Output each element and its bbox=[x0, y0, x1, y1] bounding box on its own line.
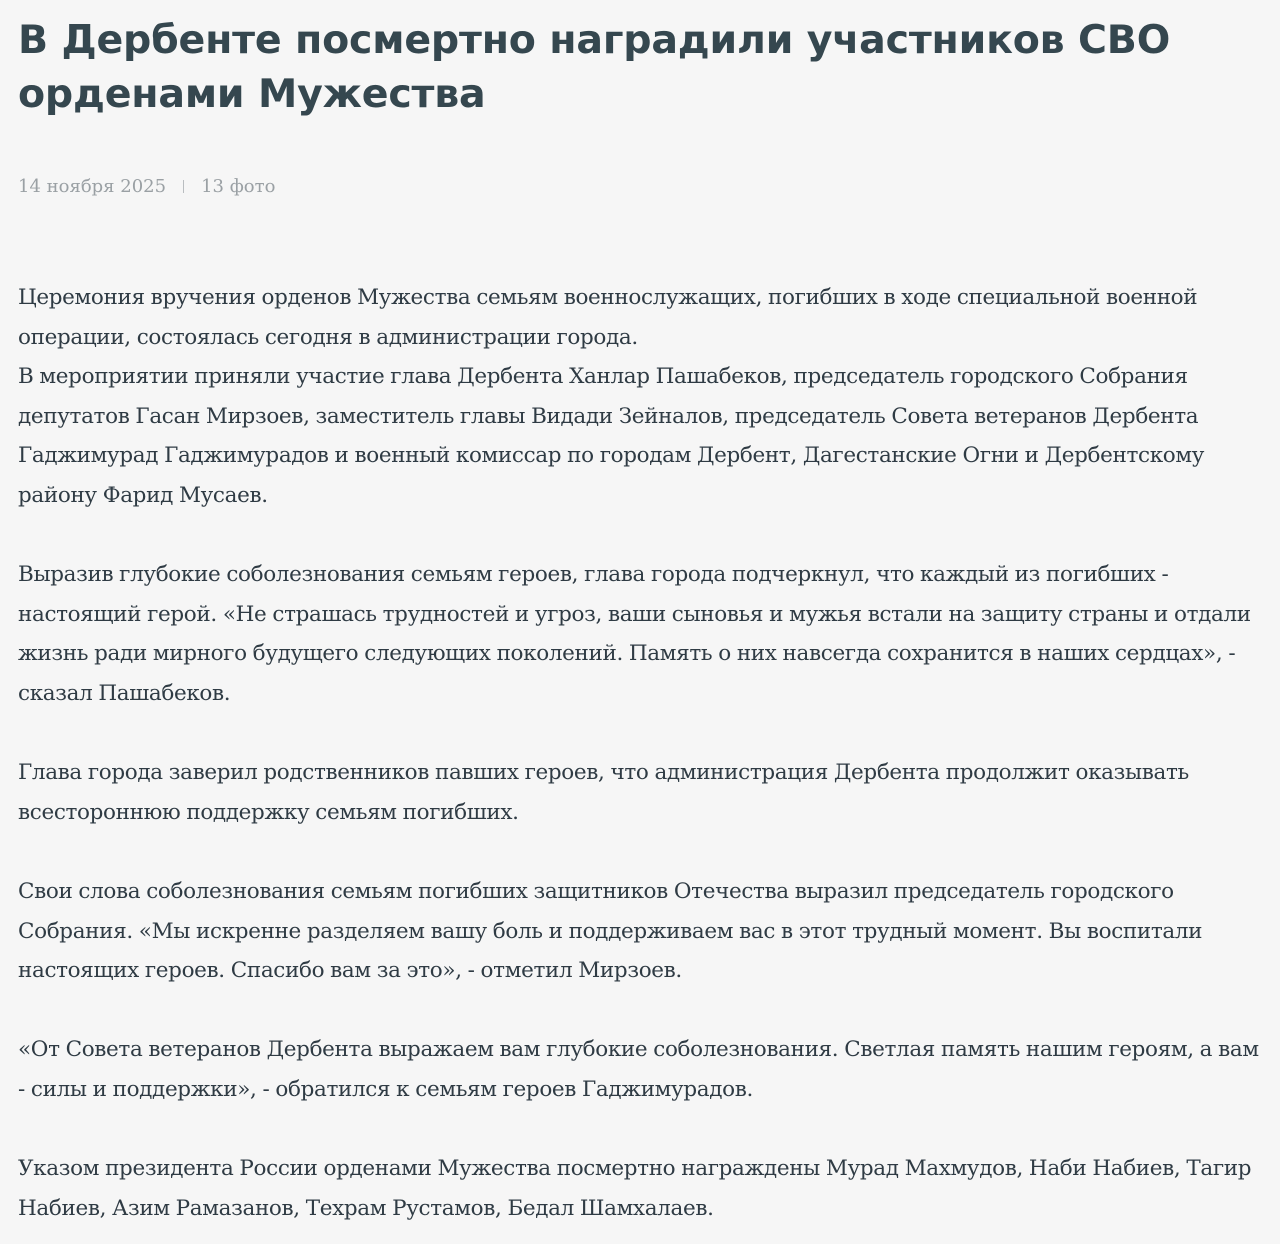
paragraph-veterans-quote: «От Совета ветеранов Дербента выражаем вам глубокие соболезнования. Светлая память нашим героям, а вам - силы и поддержки», - обратился к семьям героев Гаджимурадов. bbox=[18, 1037, 1259, 1102]
paragraph-awardees: Указом президента России орденами Мужества посмертно награждены Мурад Махмудов, Наби Набиев, Тагир Набиев, Азим Рамазанов, Техрам Рустамов, Бедал Шамхалаев. bbox=[18, 1156, 1252, 1221]
paragraph-support: Глава города заверил родственников павших героев, что администрация Дербента продолжит оказывать всестороннюю поддержку семьям погибших. bbox=[18, 760, 1189, 825]
article-title: В Дербенте посмертно наградили участников СВО орденами Мужества bbox=[18, 17, 1171, 117]
paragraph-head-quote: Выразив глубокие соболезнования семьям героев, глава города подчеркнул, что каждый из погибших - настоящий герой. «Не страшась трудностей и угроз, ваши сыновья и мужья встали на защиту страны и отдали жизнь ради мирного будущего следующих поколений. Память о них навсегда сохранится в наших сердцах», - сказал Пашабеков. bbox=[18, 562, 1251, 706]
article-body bbox=[18, 278, 1262, 1228]
article-meta bbox=[18, 173, 1262, 199]
photo-count-link[interactable]: 13 фото bbox=[201, 175, 276, 197]
paragraph-participants: В мероприятии приняли участие глава Дербента Ханлар Пашабеков, председатель городского Собрания депутатов Гасан Мирзоев, заместитель главы Видади Зейналов, председатель Совета ветеранов Дербента Гаджимурад Гаджимурадов и военный комиссар по городам Дербент, Дагестанские Огни и Дербентскому району Фарид Мусаев. bbox=[18, 364, 1205, 508]
paragraph-mirzoev-quote: Свои слова соболезнования семьям погибших защитников Отечества выразил председатель городского Собрания. «Мы искренне разделяем вашу боль и поддерживаем вас в этот трудный момент. Вы воспитали настоящих героев. Спасибо вам за это», - отметил Мирзоев. bbox=[18, 878, 1203, 984]
paragraph-ceremony: Церемония вручения орденов Мужества семьям военнослужащих, погибших в ходе специальной военной операции, состоялась сегодня в администрации города. bbox=[18, 285, 1198, 350]
publish-date: 14 ноября 2025 bbox=[18, 175, 167, 197]
meta-divider bbox=[183, 180, 184, 193]
